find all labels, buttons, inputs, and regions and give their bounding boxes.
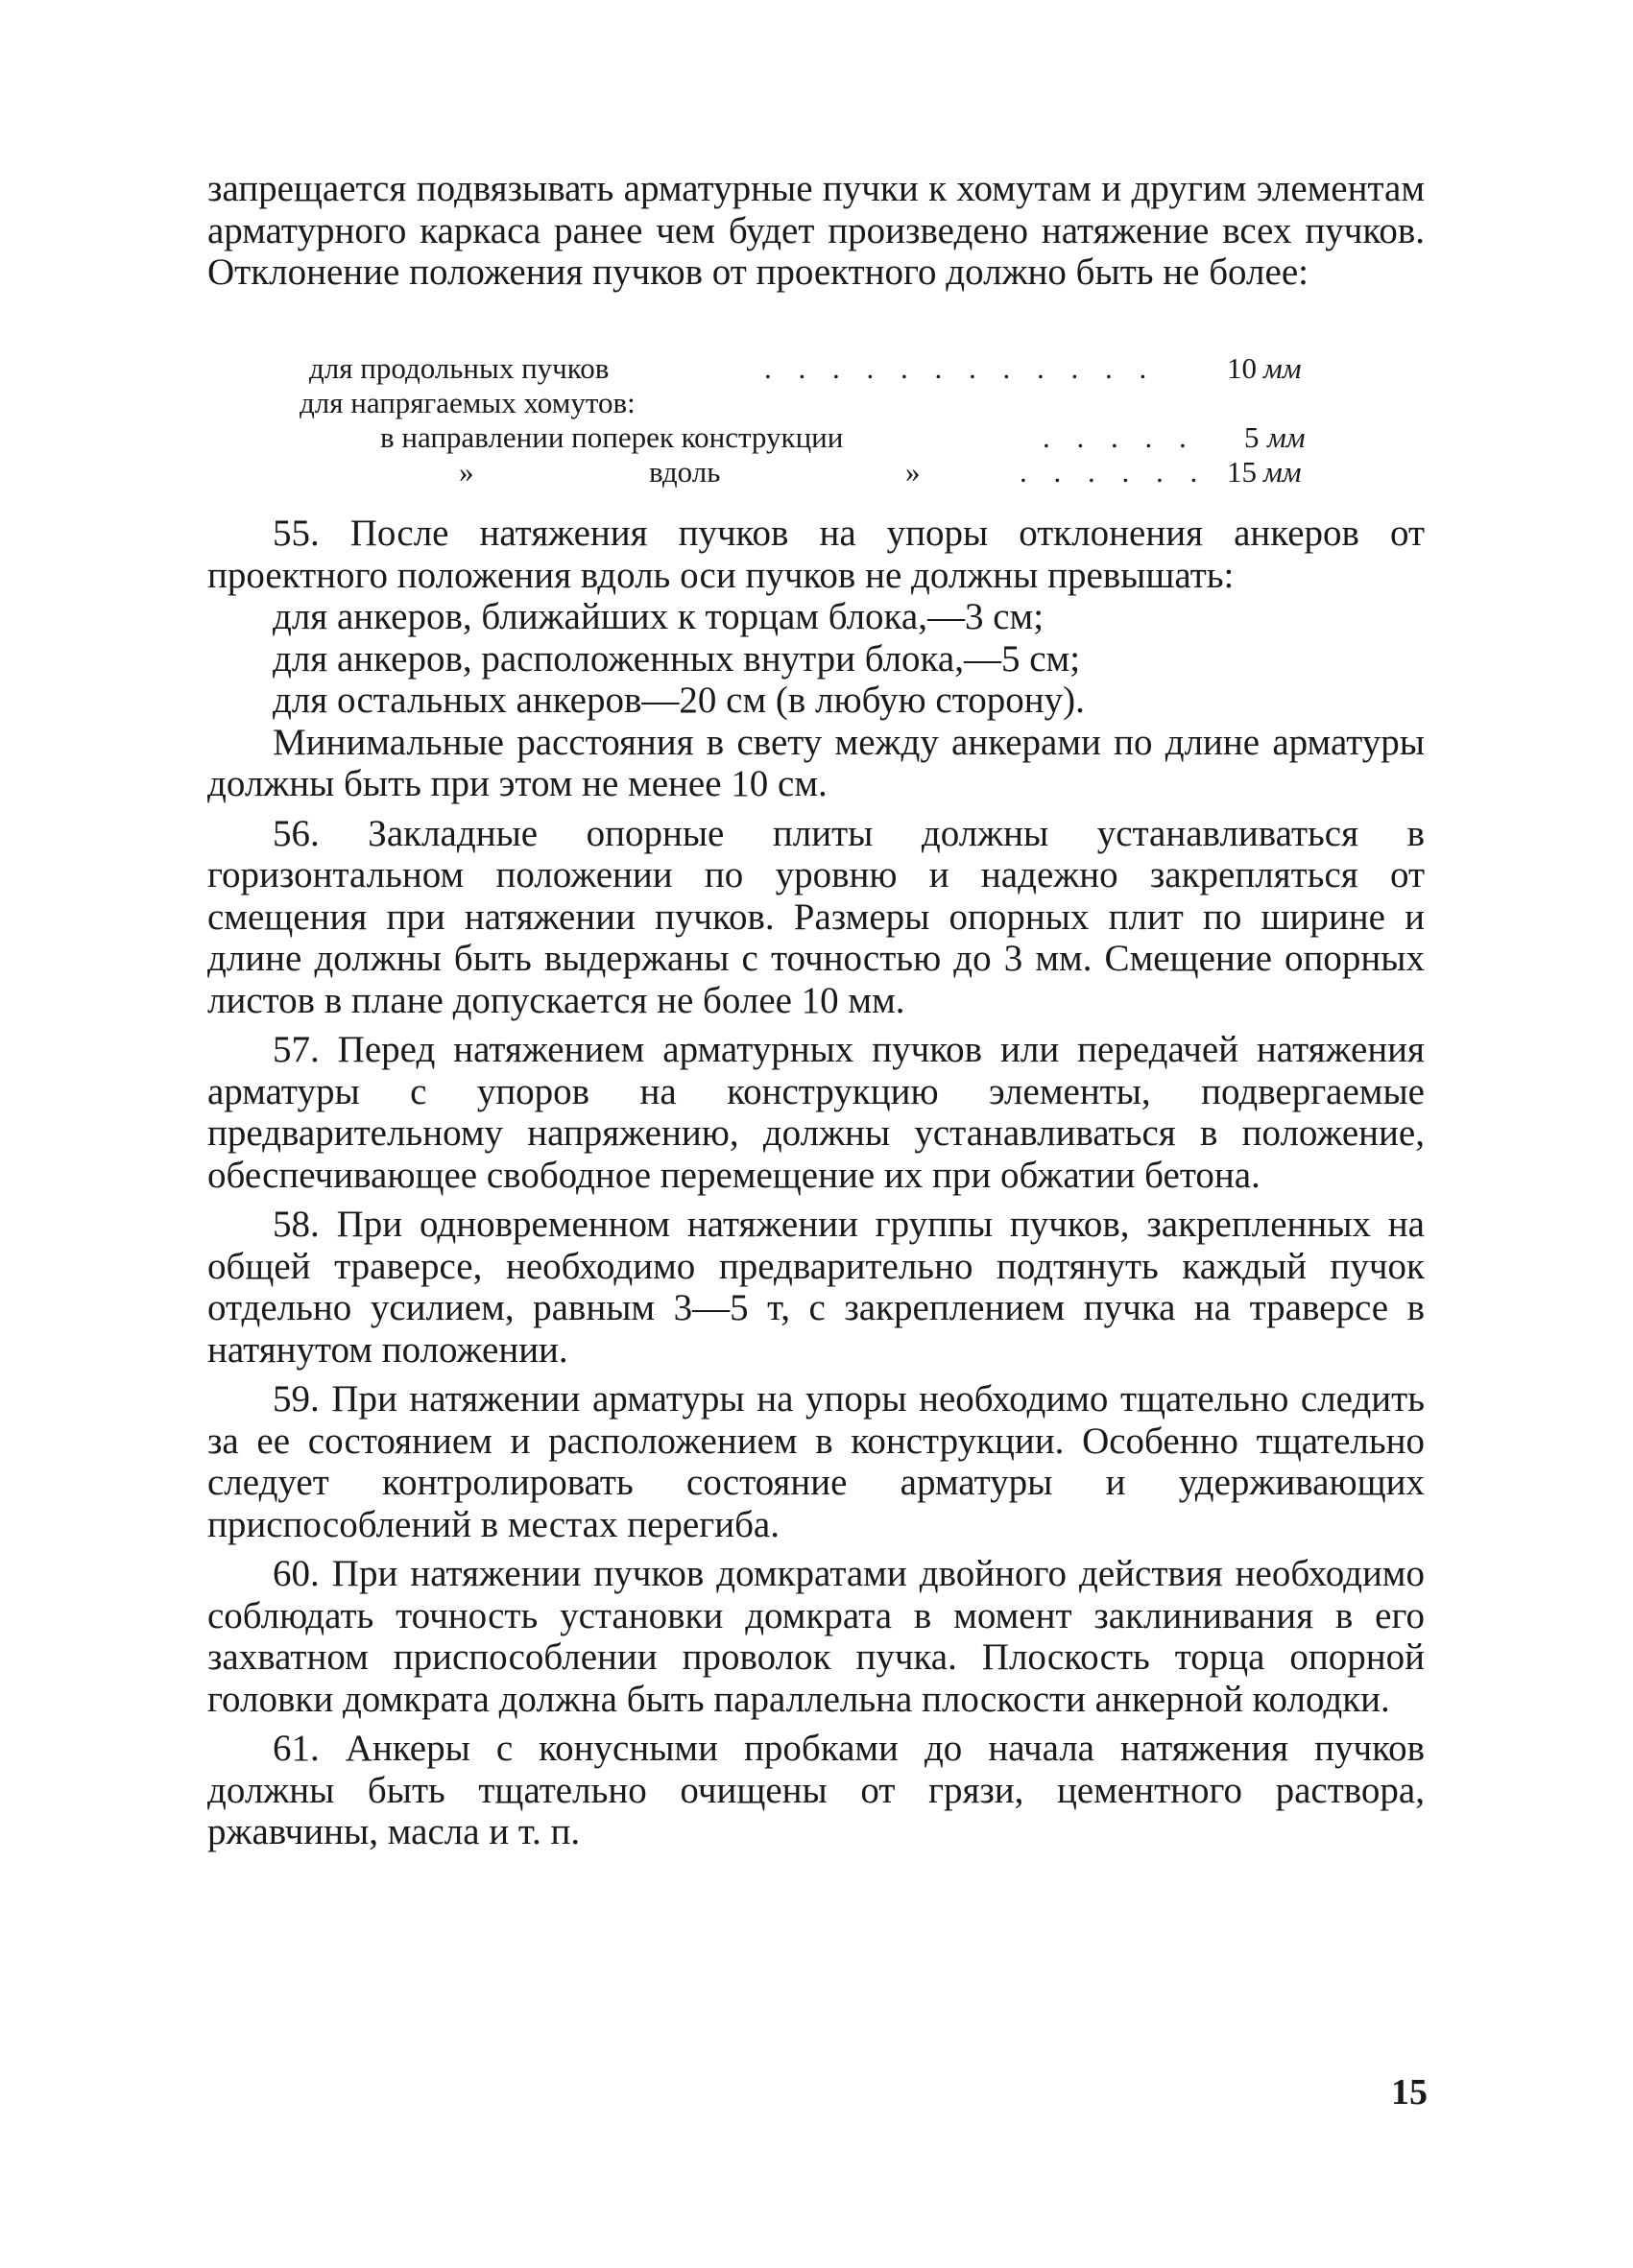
tolerance-row-stirrups bbox=[207, 386, 1425, 420]
paragraph-note: Минимальные расстояния в свету между анкерами по длине арматуры должны быть при этом не менее 10 см. bbox=[207, 721, 1425, 804]
tolerance-row-across bbox=[207, 420, 1425, 455]
tolerance-label: для продольных пучков bbox=[309, 351, 610, 385]
tolerance-label: для напрягаемых хомутов: bbox=[300, 386, 636, 419]
paragraph-55 bbox=[207, 513, 1425, 805]
paragraph-text: 59. При натяжении арматуры на упоры необходимо тщательно следить за ее состоянием и расположением в конструкции. Особенно тщательно следует контролировать состояние арматуры и удерживающих приспособлений в местах перегиба. bbox=[207, 1378, 1425, 1545]
tolerance-value: 5 bbox=[1244, 420, 1260, 454]
tolerance-unit: мм bbox=[1267, 420, 1306, 454]
tolerance-label: в направлении поперек конструкции bbox=[380, 420, 844, 454]
paragraph-text: 58. При одновременном натяжении группы пучков, закрепленных на общей траверсе, необходимо предварительно подтянуть каждый пучок отдельно усилием, равным 3—5 т, с закреплением пучка на траверсе в натянутом положении. bbox=[207, 1204, 1425, 1371]
tolerance-dots: . . . . . . bbox=[1020, 455, 1208, 489]
paragraph-61 bbox=[207, 1728, 1425, 1853]
paragraph-60 bbox=[207, 1553, 1425, 1720]
anchor-tolerance-list bbox=[207, 596, 1425, 722]
list-item: для остальных анкеров—20 см (в любую сторону). bbox=[273, 680, 1085, 721]
document-body bbox=[207, 513, 1425, 1861]
paragraph-text: 55. После натяжения пучков на упоры отклонения анкеров от проектного положения вдоль оси пучков не должны превышать: bbox=[207, 513, 1425, 596]
tolerance-dots: . . . . . . . . . . . . bbox=[764, 351, 1157, 385]
tolerance-label: вдоль bbox=[649, 455, 721, 489]
paragraph-text: 61. Анкеры с конусными пробками до начала натяжения пучков должны быть тщательно очищены от грязи, цементного раствора, ржавчины, масла и т. п. bbox=[207, 1728, 1425, 1852]
paragraph-text: 56. Закладные опорные плиты должны устанавливаться в горизонтальном положении по уровню и надежно закрепляться от смещения при натяжении пучков. Размеры опорных плит по ширине и длине должны быть выдержаны с точностью до 3 мм. Смещение опорных листов в плане допускается не более 10 мм. bbox=[207, 812, 1425, 1021]
tolerance-unit: мм bbox=[1263, 455, 1302, 489]
paragraph-58 bbox=[207, 1204, 1425, 1371]
tolerance-table bbox=[207, 351, 1425, 489]
tolerance-unit: мм bbox=[1263, 351, 1302, 385]
list-item: для анкеров, расположенных внутри блока,—5 см; bbox=[273, 637, 1081, 680]
page-number: 15 bbox=[1391, 2072, 1428, 2113]
intro-text: запрещается подвязывать арматурные пучки к хомутам и другим элементам арматурного каркаса ранее чем будет произведено натяжение всех пучков. Отклонение положения пучков от проектного должно быть не более: bbox=[207, 168, 1425, 293]
tolerance-value: 15 bbox=[1227, 455, 1257, 489]
tolerance-value: 10 bbox=[1227, 351, 1257, 385]
tolerance-row-longitudinal bbox=[207, 351, 1425, 386]
tolerance-row-along bbox=[207, 455, 1425, 489]
tolerance-dots: . . . . . bbox=[1043, 420, 1196, 454]
paragraph-57 bbox=[207, 1029, 1425, 1196]
paragraph-59 bbox=[207, 1378, 1425, 1545]
list-item: для анкеров, ближайших к торцам блока,—3 см; bbox=[273, 596, 1045, 637]
ditto-mark: » bbox=[905, 455, 921, 489]
intro-paragraph bbox=[207, 168, 1425, 294]
paragraph-56 bbox=[207, 813, 1425, 1022]
paragraph-text: 60. При натяжении пучков домкратами двойного действия необходимо соблюдать точность установки домкрата в момент заклинивания в его захватном приспособлении проволок пучка. Плоскость торца опорной головки домкрата должна быть параллельна плоскости анкерной колодки. bbox=[207, 1553, 1425, 1720]
ditto-mark: » bbox=[459, 455, 474, 489]
paragraph-text: 57. Перед натяжением арматурных пучков или передачей натяжения арматуры с упоров на конструкцию элементы, подвергаемые предварительному напряжению, должны устанавливаться в положение, обеспечивающее свободное перемещение их при обжатии бетона. bbox=[207, 1029, 1425, 1196]
